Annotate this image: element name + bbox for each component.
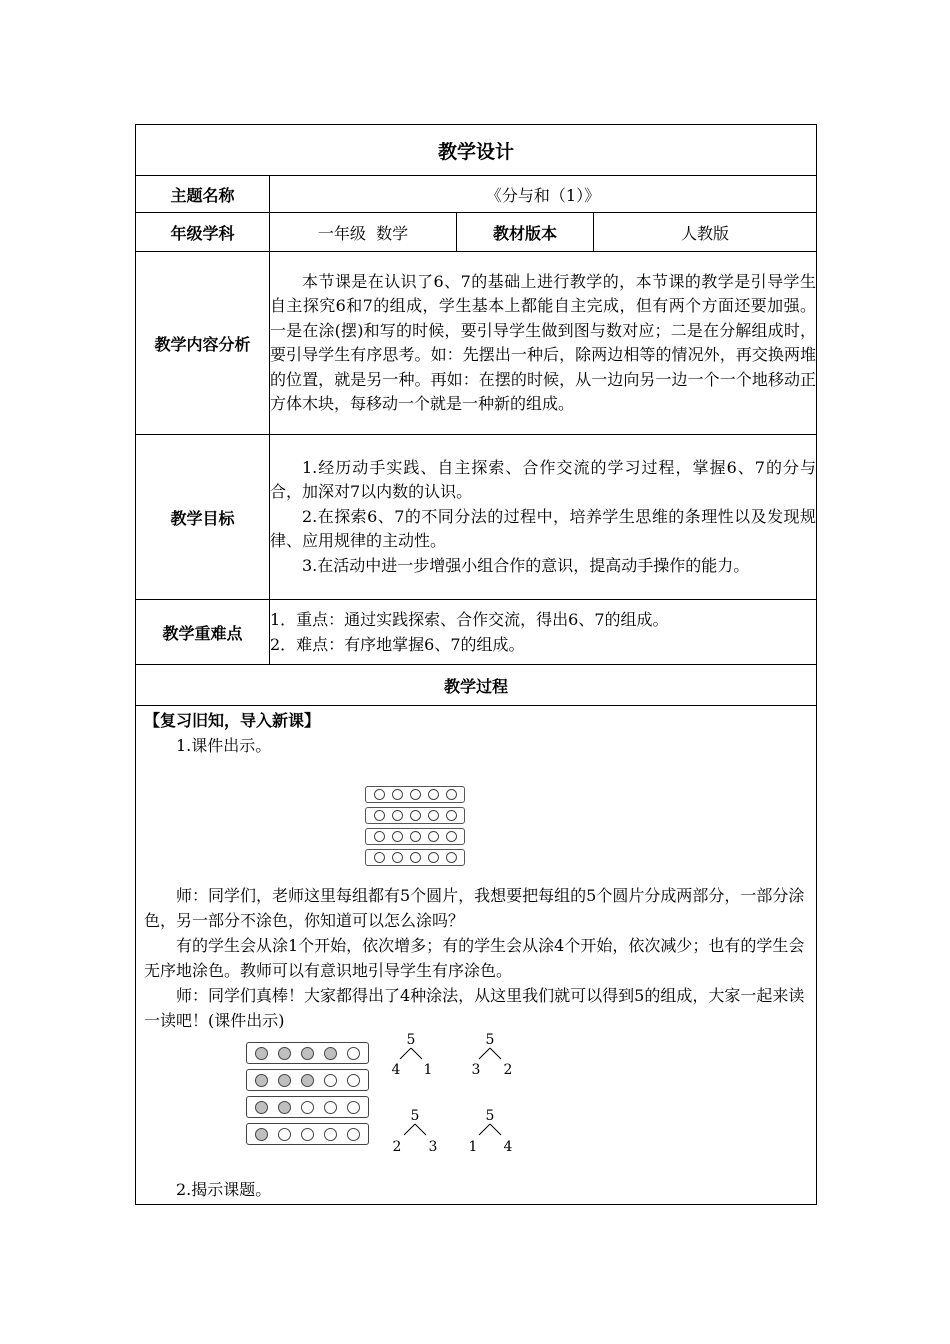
topic-value: 《分与和（1）》 [270, 176, 817, 213]
circle-group [365, 828, 465, 845]
tree-left: 2 [392, 1139, 402, 1155]
circle [410, 831, 421, 842]
analysis-text: 本节课是在认识了6、7的基础上进行教学的，本节课的教学是引导学生自主探究6和7的组成，学生基本上都能自主完成，但有两个方面还要加强。一是在涂(摆)和写的时候，要引导学生做到图与数对应；二是在分解组成时，要引导学生有序思考。如：先摆出一种后，除两边相等的情况外，再交换两堆的位置，就是另一种。再如：在摆的时候，从一边向另一边一个一个地移动正方体木块，每移动一个就是一种新的组成。 [270, 271, 817, 413]
grade-label: 年级学科 [136, 213, 270, 252]
circle-group [365, 807, 465, 824]
shaded-circle-group [246, 1042, 369, 1064]
step-1: 1.课件出示。 [176, 736, 272, 755]
design-table [135, 124, 817, 1205]
circle [301, 1101, 314, 1114]
goals-cell [270, 435, 817, 600]
tree-branch [415, 1124, 426, 1135]
shaded-circle-group [246, 1096, 369, 1118]
goal-item: 2.在探索6、7的不同分法的过程中，培养学生思维的条理性以及发现规律、应用规律的主动性。 [270, 506, 817, 551]
tree-branch [479, 1048, 490, 1059]
circle [392, 852, 403, 863]
tree-total: 5 [410, 1108, 420, 1124]
shaded-circle-group [246, 1069, 369, 1091]
circle [392, 810, 403, 821]
circle-group [365, 849, 465, 866]
keypoint-item: 1．重点：通过实践探索、合作交流，得出6、7的组成。 [270, 610, 669, 629]
circle [392, 789, 403, 800]
process-body [136, 706, 817, 1205]
shaded-circle [301, 1074, 314, 1087]
shaded-circle [324, 1047, 337, 1060]
tree-2 [472, 1032, 513, 1078]
number-composition-trees [391, 1031, 541, 1163]
circle [446, 852, 457, 863]
shaded-circle [255, 1074, 268, 1087]
circle [428, 852, 439, 863]
keypoint-item: 2．难点：有序地掌握6、7的组成。 [270, 635, 525, 654]
shaded-circle [255, 1047, 268, 1060]
circle [428, 831, 439, 842]
step-2: 2.揭示课题。 [176, 1180, 272, 1199]
circle [347, 1101, 360, 1114]
circle [324, 1101, 337, 1114]
textbook-label: 教材版本 [457, 213, 594, 252]
circle [324, 1074, 337, 1087]
grade-value: 一年级 数学 [270, 213, 457, 252]
shaded-circle [278, 1047, 291, 1060]
paragraph-3: 师：同学们真棒！大家都得出了4种涂法，从这里我们就可以得到5的组成，大家一起来读一读吧！(课件出示) [144, 986, 805, 1030]
keypoints-label: 教学重难点 [136, 600, 270, 665]
tree-branch [479, 1124, 490, 1135]
circle [324, 1128, 337, 1141]
circle [446, 810, 457, 821]
tree-right: 4 [503, 1139, 513, 1155]
circle [428, 789, 439, 800]
analysis-cell [270, 252, 817, 435]
tree-branch [400, 1048, 411, 1059]
circle [410, 852, 421, 863]
circle-group [365, 786, 465, 803]
tree-branch [404, 1124, 415, 1135]
figure-spacer [144, 758, 808, 883]
circle [392, 831, 403, 842]
tree-left: 4 [391, 1062, 401, 1078]
tree-branch [411, 1048, 422, 1059]
circle [347, 1128, 360, 1141]
shaded-circle [278, 1074, 291, 1087]
shaded-circle [255, 1101, 268, 1114]
tree-3 [393, 1108, 438, 1155]
circle [374, 831, 385, 842]
tree-left: 1 [468, 1139, 478, 1155]
tree-1 [392, 1032, 433, 1078]
paragraph-2: 有的学生会从涂1个开始，依次增多；有的学生会从涂4个开始，依次减少；也有的学生会无序地涂色。教师可以有意识地引导学生有序涂色。 [144, 936, 805, 980]
shaded-circle-group [246, 1123, 369, 1145]
shaded-circle [278, 1101, 291, 1114]
circle [446, 831, 457, 842]
circle [374, 852, 385, 863]
topic-label: 主题名称 [136, 176, 270, 213]
circle [278, 1128, 291, 1141]
tree-total: 5 [485, 1108, 495, 1124]
tree-branch [490, 1124, 501, 1135]
circle [446, 789, 457, 800]
tree-right: 3 [428, 1139, 438, 1155]
tree-left: 3 [471, 1062, 481, 1078]
process-heading: 教学过程 [136, 665, 817, 706]
paragraph-1: 师：同学们，老师这里每组都有5个圆片，我想要把每组的5个圆片分成两部分，一部分涂色，另一部分不涂色，你知道可以怎么涂吗？ [144, 886, 805, 930]
textbook-value: 人教版 [594, 213, 817, 252]
tree-4 [469, 1108, 513, 1155]
keypoints-cell [270, 600, 817, 665]
analysis-label: 教学内容分析 [136, 252, 270, 435]
teaching-design-sheet [135, 124, 816, 1205]
tree-total: 5 [485, 1032, 495, 1048]
circle [347, 1074, 360, 1087]
goals-label: 教学目标 [136, 435, 270, 600]
circle [428, 810, 439, 821]
goal-item: 1.经历动手实践、自主探索、合作交流的学习过程，掌握6、7的分与合，加深对7以内数的认识。 [270, 457, 817, 502]
shaded-circle-groups-figure [246, 1042, 369, 1150]
tree-branch [490, 1048, 501, 1059]
tree-total: 5 [406, 1032, 416, 1048]
composition-trees-svg [391, 1031, 541, 1156]
circle [374, 789, 385, 800]
circle-groups-figure [365, 786, 465, 870]
tree-right: 1 [423, 1062, 433, 1078]
circle [301, 1128, 314, 1141]
circle [347, 1047, 360, 1060]
tree-right: 2 [503, 1062, 513, 1078]
circle [410, 810, 421, 821]
document-title: 教学设计 [136, 125, 817, 176]
goal-item: 3.在活动中进一步增强小组合作的意识，提高动手操作的能力。 [302, 555, 750, 575]
section-title: 【复习旧知，导入新课】 [144, 711, 321, 730]
shaded-circle [255, 1128, 268, 1141]
circle [410, 789, 421, 800]
shaded-circle [301, 1047, 314, 1060]
circle [374, 810, 385, 821]
